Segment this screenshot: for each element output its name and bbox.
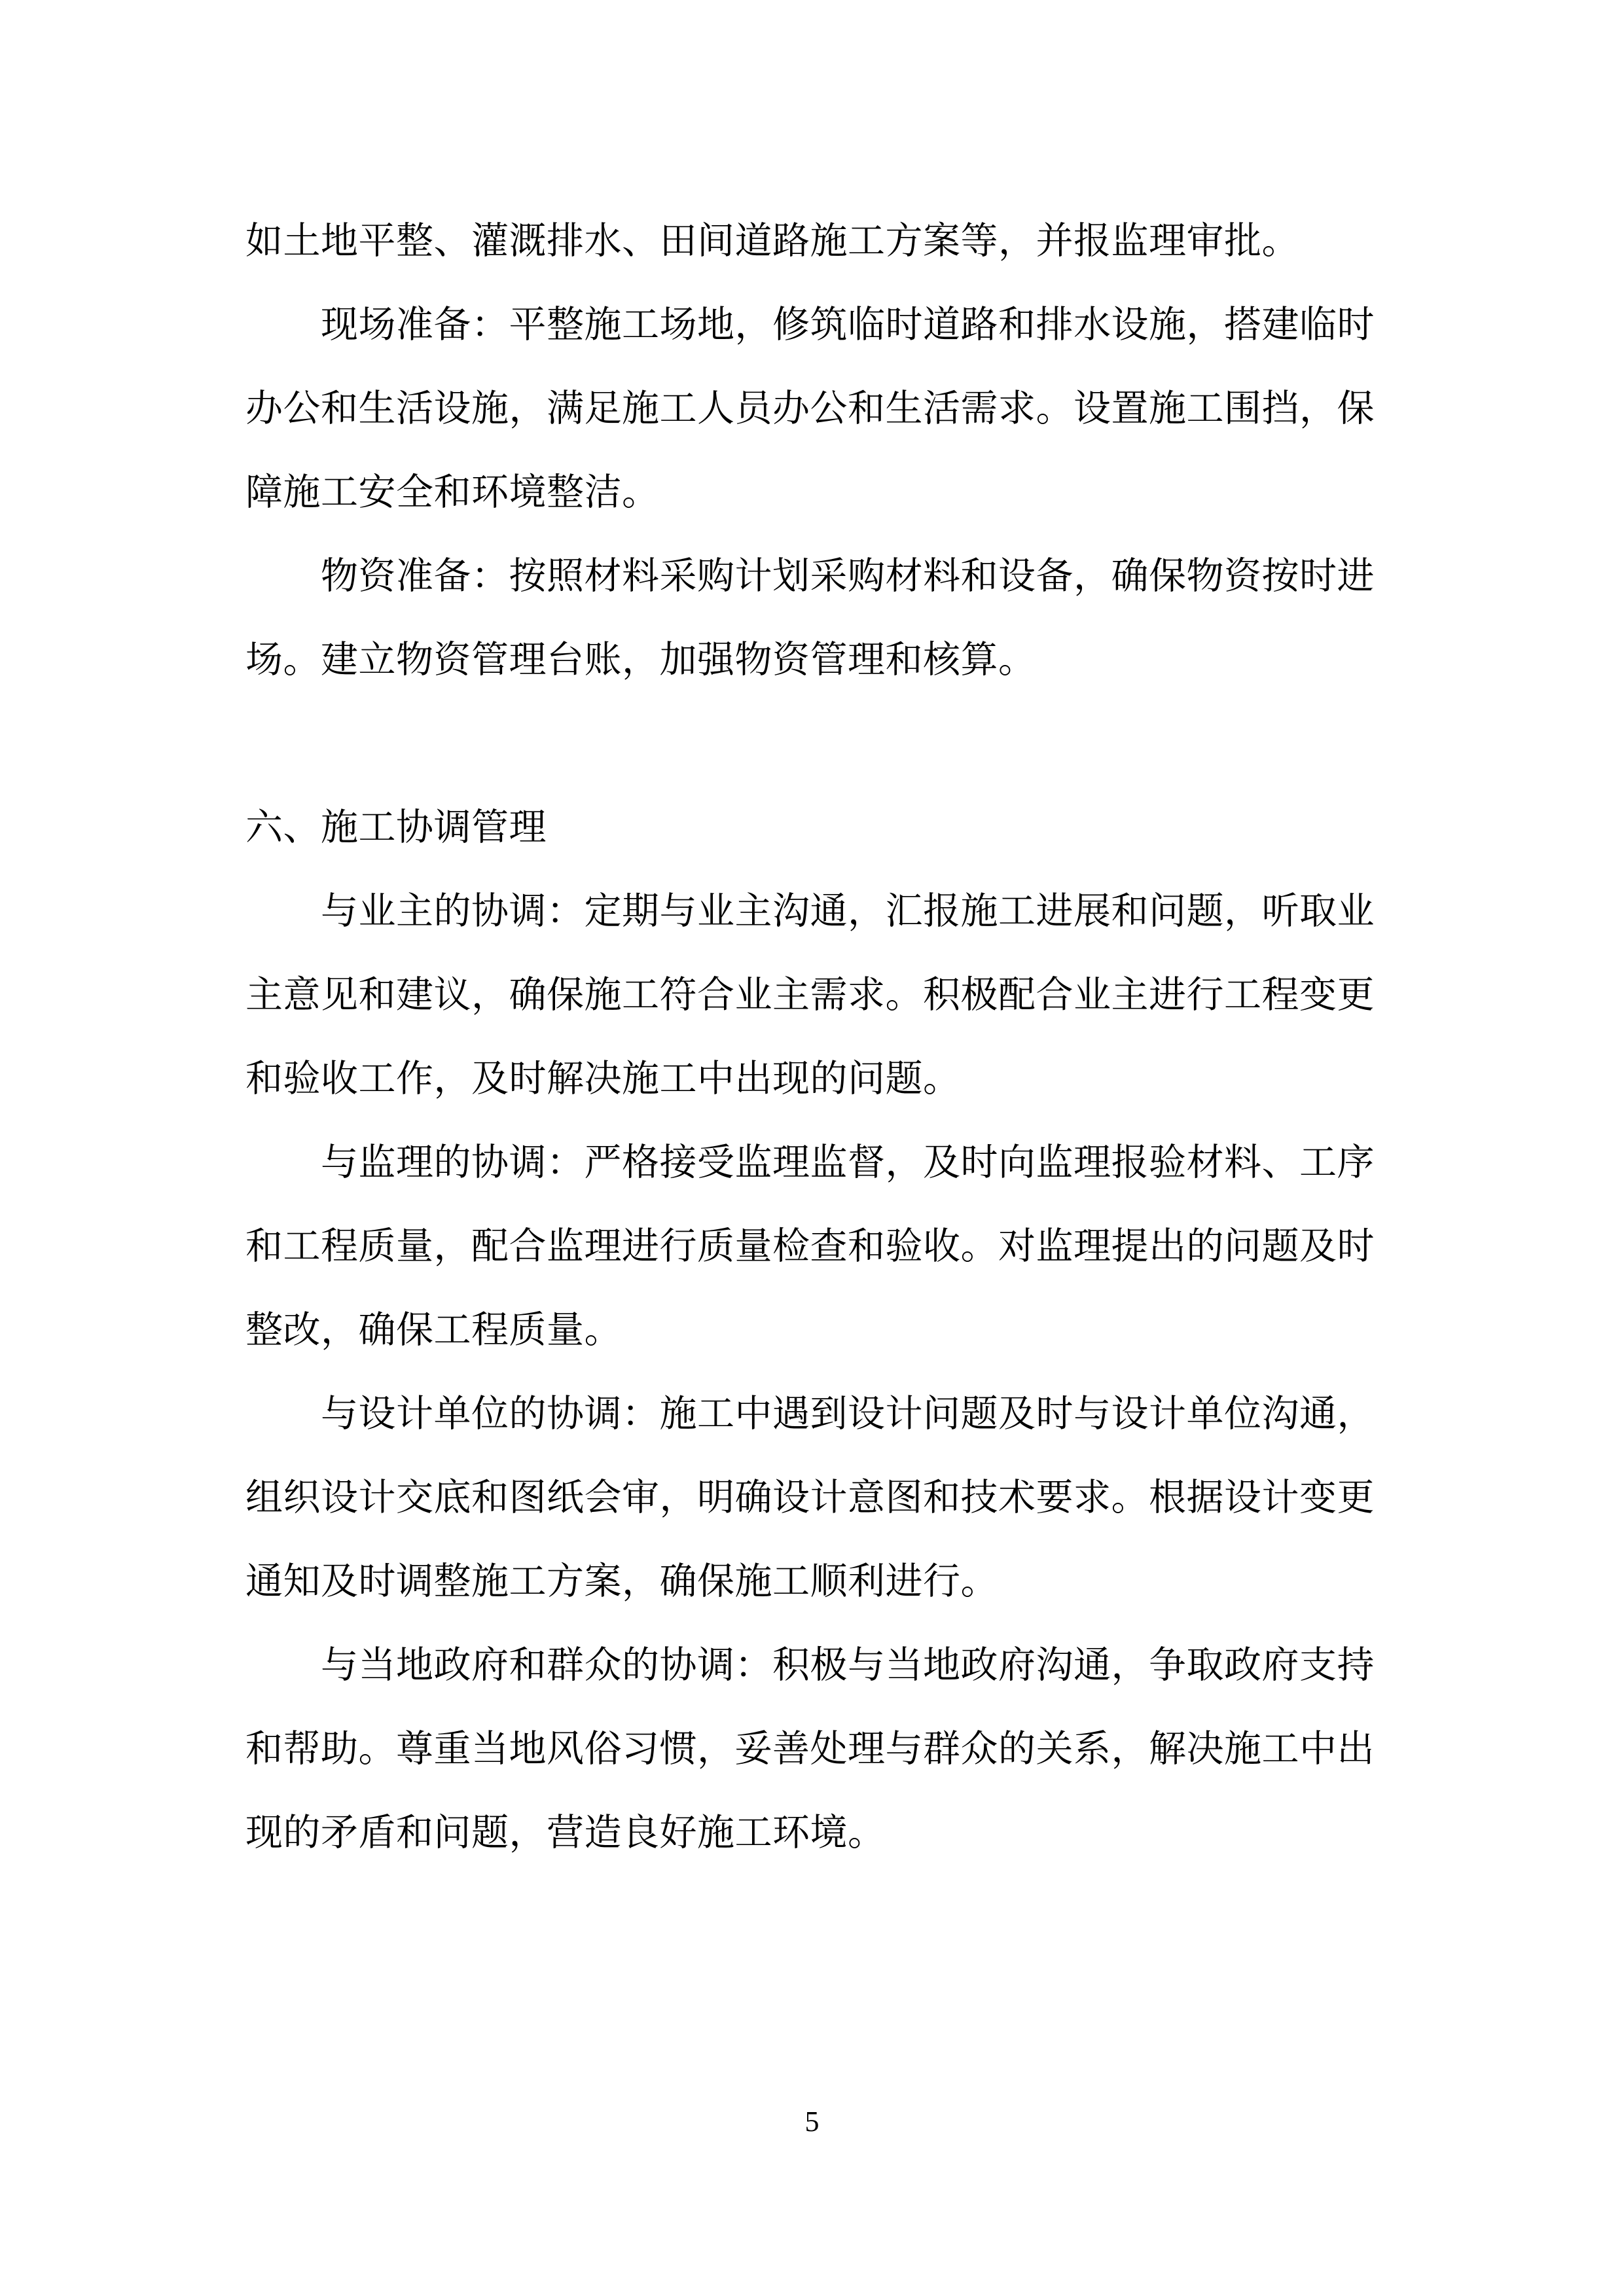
text-line: 物资准备：按照材料采购计划采购材料和设备，确保物资按时进	[321, 556, 1375, 597]
text-line: 与设计单位的协调：施工中遇到设计问题及时与设计单位沟通，	[321, 1393, 1375, 1435]
text-line: 通知及时调整施工方案，确保施工顺利进行。	[245, 1561, 998, 1602]
text-line: 与业主的协调：定期与业主沟通，汇报施工进展和问题，听取业	[321, 891, 1375, 932]
text-line: 现的矛盾和问题，营造良好施工环境。	[245, 1812, 886, 1854]
section-heading: 六、施工协调管理	[245, 807, 547, 848]
text-line: 组织设计交底和图纸会审，明确设计意图和技术要求。根据设计变更	[245, 1477, 1375, 1518]
text-line: 现场准备：平整施工场地，修筑临时道路和排水设施，搭建临时	[321, 304, 1375, 346]
text-body	[245, 200, 1378, 1875]
text-line: 办公和生活设施，满足施工人员办公和生活需求。设置施工围挡，保	[245, 388, 1375, 429]
text-line: 整改，确保工程质量。	[245, 1310, 622, 1351]
text-line: 和工程质量，配合监理进行质量检查和验收。对监理提出的问题及时	[245, 1226, 1375, 1267]
text-line: 如土地平整、灌溉排水、田间道路施工方案等，并报监理审批。	[245, 221, 1299, 262]
text-line: 主意见和建议，确保施工符合业主需求。积极配合业主进行工程变更	[245, 975, 1375, 1016]
page-number: 5	[804, 2106, 820, 2138]
text-line: 障施工安全和环境整洁。	[245, 472, 660, 513]
text-line: 与监理的协调：严格接受监理监督，及时向监理报验材料、工序	[321, 1142, 1375, 1183]
text-line: 和帮助。尊重当地风俗习惯，妥善处理与群众的关系，解决施工中出	[245, 1729, 1375, 1770]
text-line: 和验收工作，及时解决施工中出现的问题。	[245, 1058, 961, 1100]
text-line: 场。建立物资管理台账，加强物资管理和核算。	[245, 639, 1036, 681]
blank-line	[245, 702, 1378, 786]
text-line: 与当地政府和群众的协调：积极与当地政府沟通，争取政府支持	[321, 1645, 1375, 1686]
